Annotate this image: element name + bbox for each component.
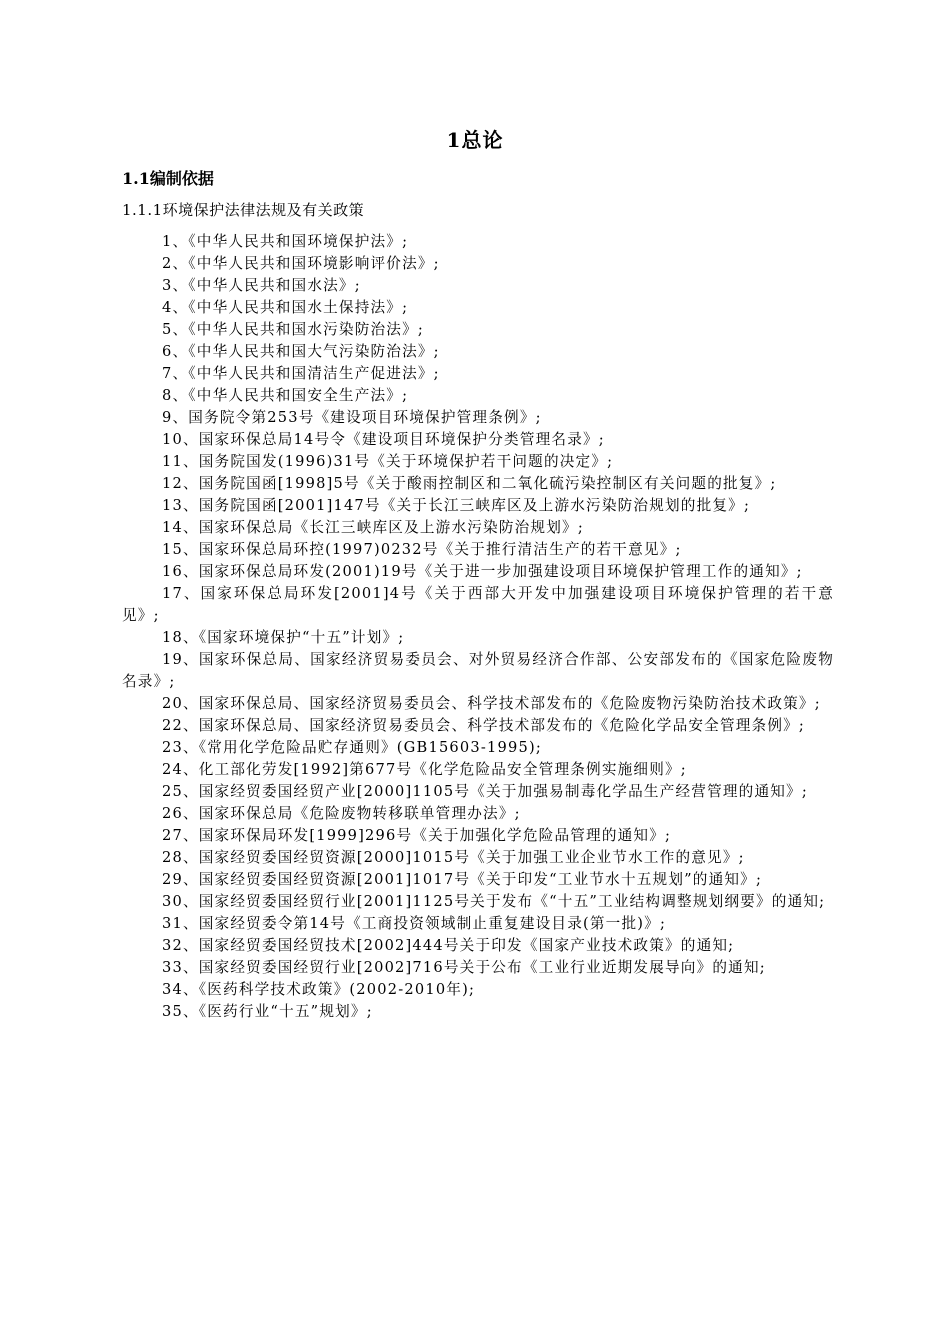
list-item: 20、国家环保总局、国家经济贸易委员会、科学技术部发布的《危险废物污染防治技术政策》; xyxy=(162,695,821,712)
list-item: 22、国家环保总局、国家经济贸易委员会、科学技术部发布的《危险化学品安全管理条例》; xyxy=(162,717,806,734)
list-item: 13、国务院国函[2001]147号《关于长江三峡库区及上游水污染防治规划的批复》; xyxy=(162,497,751,514)
list-item: 10、国家环保总局14号令《建设项目环境保护分类管理名录》; xyxy=(162,431,605,448)
list-item: 5、《中华人民共和国水污染防治法》; xyxy=(162,321,425,338)
section-heading: 1.1编制依据 xyxy=(122,169,214,188)
list-item: 26、国家环保总局《危险废物转移联单管理办法》; xyxy=(162,805,521,822)
list-item: 23、《常用化学危险品贮存通则》(GB15603-1995); xyxy=(162,739,542,756)
list-item: 29、国家经贸委国经贸资源[2001]1017号《关于印发“工业节水十五规划”的通知》; xyxy=(162,871,763,888)
list-item: 27、国家环保局环发[1999]296号《关于加强化学危险品管理的通知》; xyxy=(162,827,672,844)
list-item: 4、《中华人民共和国水土保持法》; xyxy=(162,299,409,316)
list-item: 35、《医药行业“十五”规划》; xyxy=(162,1003,373,1020)
list-item: 24、化工部化劳发[1992]第677号《化学危险品安全管理条例实施细则》; xyxy=(162,761,687,778)
list-item: 31、国家经贸委令第14号《工商投资领域制止重复建设目录(第一批)》; xyxy=(162,915,667,932)
list-item: 14、国家环保总局《长江三峡库区及上游水污染防治规划》; xyxy=(162,519,584,536)
chapter-title: 1总论 xyxy=(446,128,504,152)
list-item: 11、国务院国发(1996)31号《关于环境保护若干问题的决定》; xyxy=(162,453,614,470)
list-item: 25、国家经贸委国经贸产业[2000]1105号《关于加强易制毒化学品生产经营管理的通知》; xyxy=(162,783,808,800)
list-item: 9、国务院令第253号《建设项目环境保护管理条例》; xyxy=(162,409,542,426)
list-item: 33、国家经贸委国经贸行业[2002]716号关于公布《工业行业近期发展导向》的通知; xyxy=(162,959,766,976)
list-item: 12、国务院国函[1998]5号《关于酸雨控制区和二氧化硫污染控制区有关问题的批复》; xyxy=(162,475,777,492)
list-item: 2、《中华人民共和国环境影响评价法》; xyxy=(162,255,440,272)
list-item: 7、《中华人民共和国清洁生产促进法》; xyxy=(162,365,440,382)
list-item: 17、国家环保总局环发[2001]4号《关于西部大开发中加强建设项目环境保护管理的若干意见》; xyxy=(122,585,834,624)
list-item: 30、国家经贸委国经贸行业[2001]1125号关于发布《“十五”工业结构调整规划纲要》的通知; xyxy=(162,893,826,910)
list-item: 19、国家环保总局、国家经济贸易委员会、对外贸易经济合作部、公安部发布的《国家危险废物名录》; xyxy=(122,651,834,690)
list-item: 34、《医药科学技术政策》(2002-2010年); xyxy=(162,981,476,998)
list-item: 1、《中华人民共和国环境保护法》; xyxy=(162,233,409,250)
list-item: 16、国家环保总局环发(2001)19号《关于进一步加强建设项目环境保护管理工作的通知》; xyxy=(162,563,803,580)
regulation-list xyxy=(122,231,834,1023)
list-item: 32、国家经贸委国经贸技术[2002]444号关于印发《国家产业技术政策》的通知; xyxy=(162,937,735,954)
list-item: 15、国家环保总局环控(1997)0232号《关于推行清洁生产的若干意见》; xyxy=(162,541,682,558)
list-item: 6、《中华人民共和国大气污染防治法》; xyxy=(162,343,440,360)
subsection-heading: 1.1.1环境保护法律法规及有关政策 xyxy=(122,201,365,219)
list-item: 3、《中华人民共和国水法》; xyxy=(162,277,361,294)
list-item: 8、《中华人民共和国安全生产法》; xyxy=(162,387,409,404)
list-item: 18、《国家环境保护“十五”计划》; xyxy=(162,629,405,646)
list-item: 28、国家经贸委国经贸资源[2000]1015号《关于加强工业企业节水工作的意见》; xyxy=(162,849,745,866)
